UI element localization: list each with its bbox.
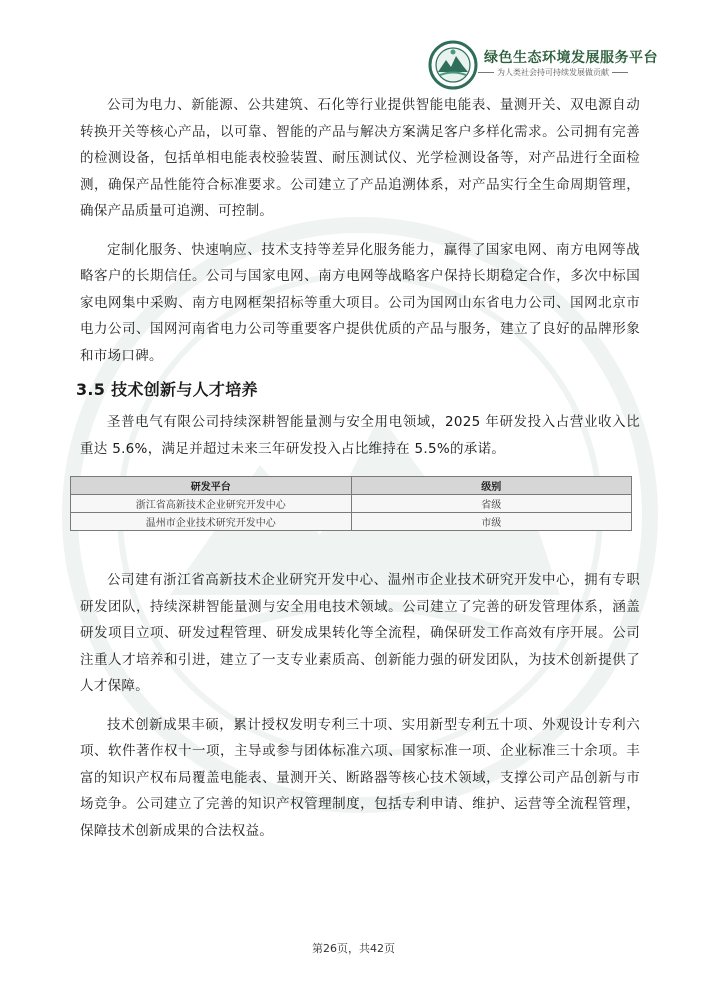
platform-logo-icon bbox=[428, 40, 478, 90]
page-content bbox=[76, 92, 640, 844]
paragraph-products: 公司为电力、新能源、公共建筑、石化等行业提供智能电能表、量测开关、双电源自动转换开关等核心产品，以可靠、智能的产品与解决方案满足客户多样化需求。公司拥有完善的检测设备，包括单相电能表校验装置、耐压测试仪、光学检测设备等，对产品进行全面检测，确保产品性能符合标准要求。公司建立了产品追溯体系，对产品实行全生命周期管理，确保产品质量可追溯、可控制。 bbox=[80, 97, 640, 219]
section-heading: 3.5 技术创新与人才培养 bbox=[76, 380, 258, 399]
table-cell-platform: 温州市企业技术研究开发中心 bbox=[71, 513, 352, 531]
table-cell-platform: 浙江省高新技术企业研究开发中心 bbox=[71, 495, 352, 513]
table-header-level: 级别 bbox=[351, 477, 632, 495]
table-cell-level: 市级 bbox=[351, 513, 632, 531]
table-cell-level: 省级 bbox=[351, 495, 632, 513]
paragraph-ip-achievements: 技术创新成果丰硕，累计授权发明专利三十项、实用新型专利五十项、外观设计专利六项、软件著作权十一项，主导或参与团体标准六项、国家标准一项、企业标准三十余项。丰富的知识产权布局覆盖电能表、量测开关、断路器等核心技术领域，支撑公司产品创新与市场竞争。公司建立了完善的知识产权管理制度，包括专利申请、维护、运营等全流程管理，保障技术创新成果的合法权益。 bbox=[80, 716, 640, 839]
paragraph-rd-center: 公司建有浙江省高新技术企业研究开发中心、温州市企业技术研究开发中心，拥有专职研发团队，持续深耕智能量测与安全用电技术领域。公司建立了完善的研发管理体系，涵盖研发项目立项、研发过程管理、研发成果转化等全流程，确保研发工作高效有序开展。公司注重人才培养和引进，建立了一支专业素质高、创新能力强的研发团队，为技术创新提供了人才保障。 bbox=[80, 572, 640, 694]
divider-line bbox=[478, 72, 494, 73]
table-row bbox=[71, 495, 632, 513]
table-header-row bbox=[71, 477, 632, 495]
paragraph-rd-investment: 圣普电气有限公司持续深耕智能量测与安全用电领域，2025 年研发投入占营业收入比重达 5.6%，满足并超过未来三年研发投入占比维持在 5.5%的承诺。 bbox=[80, 414, 640, 457]
page-header bbox=[0, 0, 707, 90]
rd-platform-table bbox=[70, 476, 632, 531]
table-header-platform: 研发平台 bbox=[71, 477, 352, 495]
paragraph-customers: 定制化服务、快速响应、技术支持等差异化服务能力，赢得了国家电网、南方电网等战略客户的长期信任。公司与国家电网、南方电网等战略客户保持长期稳定合作，多次中标国家电网集中采购、南方电网框架招标等重大项目。公司为国网山东省电力公司、国网北京市电力公司、国网河南省电力公司等重要客户提供优质的产品与服务，建立了良好的品牌形象和市场口碑。 bbox=[80, 241, 640, 364]
brand-subtitle: 为人类社会持可持续发展做贡献 bbox=[497, 68, 609, 77]
page-number: 第26页，共42页 bbox=[312, 942, 395, 955]
brand-subtitle-row bbox=[478, 67, 628, 78]
divider-line bbox=[612, 72, 628, 73]
brand-title: 绿色生态环境发展服务平台 bbox=[484, 50, 658, 66]
table-row bbox=[71, 513, 632, 531]
